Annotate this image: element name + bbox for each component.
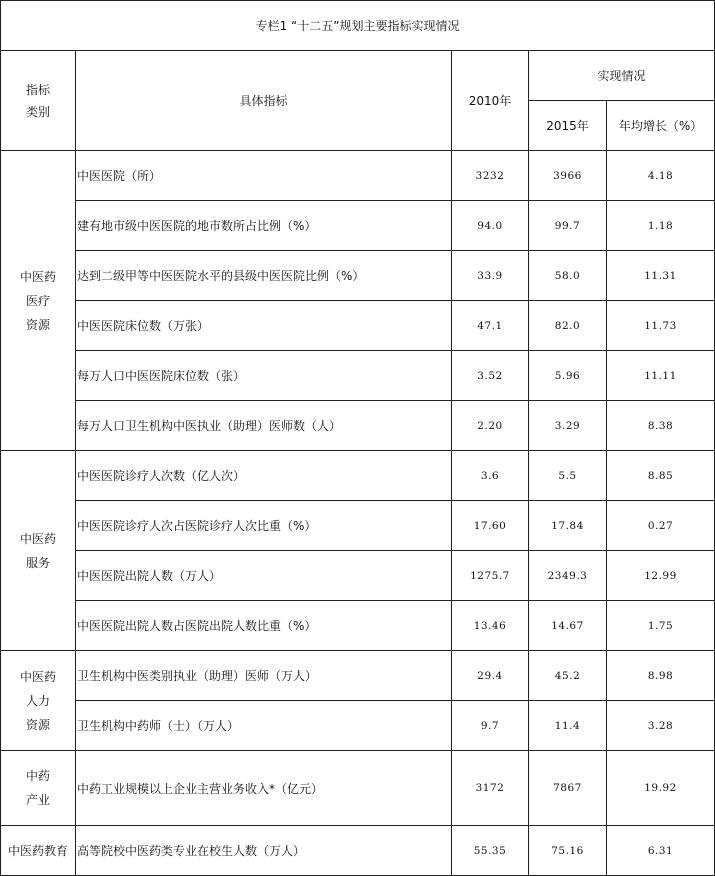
indicator-cell: 每万人口中医医院床位数（张）	[76, 351, 452, 401]
header-2015: 2015年	[529, 101, 607, 151]
value-2010-cell: 17.60	[452, 501, 529, 551]
indicator-cell: 高等院校中医药类专业在校生人数（万人）	[76, 826, 452, 876]
category-cell: 中药 产业	[1, 751, 76, 826]
value-2015-cell: 17.84	[529, 501, 607, 551]
value-2015-cell: 75.16	[529, 826, 607, 876]
growth-cell: 8.38	[607, 401, 715, 451]
table-row	[1, 651, 715, 701]
growth-cell: 11.11	[607, 351, 715, 401]
category-cell: 中医药 医疗 资源	[1, 151, 76, 451]
table-row	[1, 351, 715, 401]
value-2015-cell: 58.0	[529, 251, 607, 301]
indicator-cell: 达到二级甲等中医医院水平的县级中医医院比例（%）	[76, 251, 452, 301]
value-2010-cell: 9.7	[452, 701, 529, 751]
growth-cell: 6.31	[607, 826, 715, 876]
table-row	[1, 551, 715, 601]
indicator-cell: 卫生机构中医类别执业（助理）医师（万人）	[76, 651, 452, 701]
table-row	[1, 826, 715, 876]
table-row	[1, 401, 715, 451]
header-category: 指标 类别	[1, 51, 76, 151]
value-2015-cell: 14.67	[529, 601, 607, 651]
growth-cell: 1.75	[607, 601, 715, 651]
value-2010-cell: 33.9	[452, 251, 529, 301]
table-row	[1, 301, 715, 351]
category-cell: 中医药教育	[1, 826, 76, 876]
value-2010-cell: 13.46	[452, 601, 529, 651]
value-2010-cell: 2.20	[452, 401, 529, 451]
indicator-cell: 中医医院出院人数占医院出院人数比重（%）	[76, 601, 452, 651]
indicator-cell: 中医医院（所）	[76, 151, 452, 201]
value-2015-cell: 7867	[529, 751, 607, 826]
table-row	[1, 601, 715, 651]
indicator-cell: 中医医院诊疗人次占医院诊疗人次比重（%）	[76, 501, 452, 551]
value-2010-cell: 29.4	[452, 651, 529, 701]
value-2015-cell: 82.0	[529, 301, 607, 351]
indicator-cell: 中医医院床位数（万张）	[76, 301, 452, 351]
table-row	[1, 701, 715, 751]
indicator-cell: 中医医院出院人数（万人）	[76, 551, 452, 601]
table-row	[1, 451, 715, 501]
category-cell: 中医药 服务	[1, 451, 76, 651]
table-title: 专栏1 “十二五”规划主要指标实现情况	[1, 1, 715, 51]
table-row	[1, 501, 715, 551]
value-2010-cell: 3172	[452, 751, 529, 826]
growth-cell: 11.31	[607, 251, 715, 301]
growth-cell: 1.18	[607, 201, 715, 251]
growth-cell: 8.85	[607, 451, 715, 501]
header-growth: 年均增长（%）	[607, 101, 715, 151]
growth-cell: 8.98	[607, 651, 715, 701]
header-2010: 2010年	[452, 51, 529, 151]
header-indicator: 具体指标	[76, 51, 452, 151]
indicator-cell: 每万人口卫生机构中医执业（助理）医师数（人）	[76, 401, 452, 451]
value-2010-cell: 1275.7	[452, 551, 529, 601]
table-row	[1, 151, 715, 201]
growth-cell: 3.28	[607, 701, 715, 751]
value-2010-cell: 94.0	[452, 201, 529, 251]
value-2010-cell: 47.1	[452, 301, 529, 351]
value-2015-cell: 5.5	[529, 451, 607, 501]
value-2015-cell: 11.4	[529, 701, 607, 751]
category-cell: 中医药 人力 资源	[1, 651, 76, 751]
header-row	[1, 51, 715, 101]
indicator-cell: 卫生机构中药师（士）（万人）	[76, 701, 452, 751]
growth-cell: 4.18	[607, 151, 715, 201]
value-2015-cell: 45.2	[529, 651, 607, 701]
value-2015-cell: 3966	[529, 151, 607, 201]
growth-cell: 19.92	[607, 751, 715, 826]
indicator-cell: 建有地市级中医医院的地市数所占比例（%）	[76, 201, 452, 251]
table-row	[1, 201, 715, 251]
growth-cell: 0.27	[607, 501, 715, 551]
table-row	[1, 251, 715, 301]
indicator-cell: 中医医院诊疗人次数（亿人次）	[76, 451, 452, 501]
table-row	[1, 751, 715, 826]
growth-cell: 12.99	[607, 551, 715, 601]
value-2010-cell: 3.52	[452, 351, 529, 401]
value-2010-cell: 3232	[452, 151, 529, 201]
value-2010-cell: 55.35	[452, 826, 529, 876]
indicator-cell: 中药工业规模以上企业主营业务收入*（亿元）	[76, 751, 452, 826]
value-2015-cell: 2349.3	[529, 551, 607, 601]
header-actual: 实现情况	[529, 51, 715, 101]
growth-cell: 11.73	[607, 301, 715, 351]
value-2015-cell: 99.7	[529, 201, 607, 251]
value-2015-cell: 3.29	[529, 401, 607, 451]
value-2010-cell: 3.6	[452, 451, 529, 501]
value-2015-cell: 5.96	[529, 351, 607, 401]
title-row	[1, 1, 715, 51]
